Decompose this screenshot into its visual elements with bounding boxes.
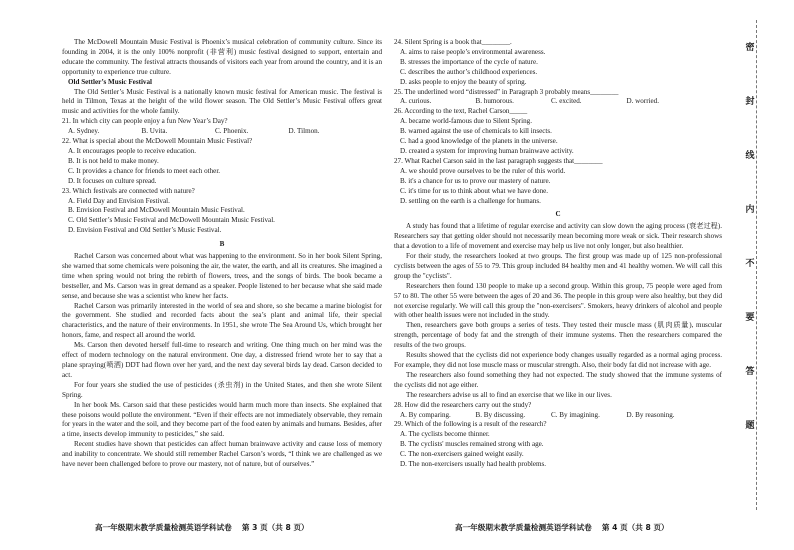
binding-char: 不 — [745, 259, 755, 269]
passage-b-paragraph-6: Recent studies have shown that pesticides can affect human brainwave activity and cause loss of memory and inability to concentrate. We should still remember Rachel Carson’s words, “I think we are challenged as we have never been challenged before to prove our mastery, not of nature, but of ourselves.” — [62, 440, 382, 469]
binding-char: 答 — [745, 367, 755, 377]
option: A. Sydney. — [68, 127, 100, 136]
option: A. aims to raise people’s environmental awareness. — [400, 47, 546, 56]
right-column — [394, 38, 722, 470]
option: B. Uvita. — [141, 127, 168, 136]
question-29: 29. Which of the following is a result of the research? — [394, 420, 547, 429]
binding-char: 封 — [745, 97, 755, 107]
festival-intro-paragraph: The McDowell Mountain Music Festival is Phoenix’s musical celebration of community culture. Since its founding in 2004, it is the only 100% nonprofit (非营利) music festival designed to support, entertain and educate the community. The festival attracts thousands of visitors each year from around the country, and it is an opportunity to experience true culture. — [62, 38, 382, 76]
question-25-options — [394, 97, 722, 107]
question-24: 24. Silent Spring is a book that________. — [394, 38, 512, 46]
option: C. excited. — [551, 97, 582, 106]
option: C. By imagining. — [551, 410, 600, 419]
option: D. By reasoning. — [626, 410, 675, 419]
passage-c-paragraph-6: The researchers also found something they had not expected. The study showed that the immune systems of the cyclists did not age either. — [394, 370, 722, 389]
option: A. we should prove ourselves to be the ruler of this world. — [400, 166, 566, 175]
option: A. The cyclists become thinner. — [400, 430, 490, 439]
passage-c-paragraph-3: Researchers then found 130 people to make up a second group. Within this group, 75 people were aged from 57 to 80. The other 55 were between the ages of 20 and 36. The people in this group were also healthy, but they did not exercise regularly. We will call this group the "non-exercisers". Smokers, heavy drinkers of alcohol and people with other health issues were not included in the study. — [394, 281, 722, 320]
passage-c-paragraph-4: Then, researchers gave both groups a series of tests. They tested their muscle mass (肌肉质量), muscular strength, percentage of body fat and the strength of their immune systems. Then the researchers compared the results of the two groups. — [394, 321, 722, 350]
option: D. asks people to enjoy the beauty of spring. — [400, 77, 527, 86]
binding-char: 内 — [745, 205, 755, 215]
page-footer-right: 高一年级期末教学质量检测英语学科试卷 第 4 页（共 8 页） — [455, 523, 669, 532]
option: B. By discussing. — [475, 410, 526, 419]
question-28: 28. How did the researchers carry out the study? — [394, 400, 532, 409]
option: D. It focuses on culture spread. — [68, 176, 157, 185]
binding-char: 题 — [745, 421, 755, 431]
question-26: 26. According to the text, Rachel Carson_____ — [394, 107, 528, 116]
passage-b-paragraph-5: In her book Ms. Carson said that these pesticides would harm much more than insects. She explained that these poisons would pollute the environment. “Even if their effects are not immediately observable, they remain for years in the water and the soil, and they become part of the food eaten by animals and humans. Besides, after a time, insects develop immunity to pesticides,” she said. — [62, 400, 382, 439]
left-column — [62, 38, 382, 470]
question-25: 25. The underlined word “distressed” in Paragraph 3 probably means________ — [394, 87, 619, 96]
option: B. stresses the importance of the cycle of nature. — [400, 57, 538, 66]
question-28-options — [394, 411, 722, 421]
passage-b-paragraph-2: Rachel Carson was primarily interested in the world of sea and shore, so she became a marine biologist for the government. She studied and recorded facts about the sea’s plant and animal life, their special characteristics, and the nature of their environments. In 1951, she wrote The Sea Around Us, which brought her honors, fame, and respect all around the world. — [62, 301, 382, 340]
option: D. worried. — [626, 97, 660, 106]
option: D. Envision Festival and Old Settler’s Music Festival. — [68, 226, 222, 235]
option: D. created a system for improving human brainwave activity. — [400, 146, 574, 155]
question-22: 22. What is special about the McDowell Mountain Music Festival? — [62, 137, 253, 146]
question-21: 21. In which city can people enjoy a fun New Year’s Day? — [62, 117, 228, 126]
option: B. humorous. — [475, 97, 514, 106]
passage-c-paragraph-7: The researchers advise us all to find an exercise that we like in our lives. — [406, 390, 612, 399]
option: B. It is not held to make money. — [68, 156, 159, 165]
option: C. Old Settler’s Music Festival and McDowell Mountain Music Festival. — [68, 216, 275, 225]
passage-b-paragraph-4: For four years she studied the use of pesticides (杀虫剂) in the United States, and then she wrote Silent Spring. — [62, 380, 382, 399]
old-settler-paragraph: The Old Settler’s Music Festival is a nationally known music festival for American music. The festival is held in Tilmon, Texas at the height of the wild flower season. The Old Settler’s Music Festival offers great music and activities for the whole family. — [62, 87, 382, 116]
section-b-heading: B — [219, 240, 225, 249]
passage-c-paragraph-5: Results showed that the cyclists did not experience body changes usually regarded as a normal aging process. For example, they did not lose muscle mass or muscular strength. Also, their body fat did not increase with age. — [394, 351, 722, 369]
option: D. Tilmon. — [288, 127, 320, 136]
passage-c-paragraph-2: For their study, the researchers looked at two groups. The first group was made up of 125 non-professional cyclists between the ages of 55 to 79. This group included 84 healthy men and 41 healthy women. We will call this group the "cyclists". — [394, 252, 722, 280]
option: B. The cyclists' muscles remained strong with age. — [400, 440, 544, 449]
binding-notice — [742, 40, 758, 480]
section-c-heading: C — [555, 210, 561, 219]
passage-b-paragraph-1: Rachel Carson was concerned about what was happening to the environment. So in her book Silent Spring, she warned that some chemicals were poisoning the air, the water, the earth, and all its creatures. She imagined a time when spring would not bring the rebirth of flowers, trees, and the songs of birds. The book became a bestseller, and Ms. Carson was in great demand as a speaker. People listened to her because what she said made sense, and because she was a scientist who knew her facts. — [62, 252, 382, 300]
binding-char: 密 — [745, 43, 755, 53]
passage-c-paragraph-1: A study has found that a lifetime of regular exercise and activity can slow down the aging process (衰老过程). Researchers say that getting older should not necessarily mean becoming more weak or sick. Their research shows that a devotion to a life of movement and exercise may help us live not only longer, but also healthier. — [394, 222, 722, 251]
option: C. It provides a chance for friends to meet each other. — [68, 166, 221, 175]
question-21-options — [62, 127, 382, 137]
option: C. describes the author’s childhood experiences. — [400, 67, 538, 76]
old-settler-heading: Old Settler’s Music Festival — [68, 77, 152, 86]
option: A. Field Day and Envision Festival. — [68, 196, 170, 205]
option: A. By comparing. — [400, 410, 451, 419]
option: A. became world-famous due to Silent Spring. — [400, 117, 532, 126]
option: C. The non-exercisers gained weight easily. — [400, 450, 524, 459]
option: D. The non-exercisers usually had health problems. — [400, 460, 547, 469]
option: A. curious. — [400, 97, 432, 106]
option: C. Phoenix. — [215, 127, 249, 136]
option: C. it's time for us to think about what we have done. — [400, 186, 549, 195]
question-23: 23. Which festivals are connected with nature? — [62, 186, 195, 195]
option: C. had a good knowledge of the planets in the universe. — [400, 137, 558, 146]
option: B. it's a chance for us to prove our mastery of nature. — [400, 176, 551, 185]
option: B. Envision Festival and McDowell Mountain Music Festival. — [68, 206, 245, 215]
binding-char: 要 — [745, 313, 755, 323]
passage-b-paragraph-3: Ms. Carson then devoted herself full-time to research and writing. One thing much on her mind was the effect of modern technology on the natural environment. One day, a distressed friend wrote her to say that a plane spraying(喷洒) DDT had flown over her yard, and the next day several birds lay dead. Carson decided to act. — [62, 341, 382, 379]
page-footer-left: 高一年级期末教学质量检测英语学科试卷 第 3 页（共 8 页） — [95, 523, 309, 532]
option: B. warned against the use of chemicals to kill insects. — [400, 127, 552, 136]
question-27: 27. What Rachel Carson said in the last paragraph suggests that________ — [394, 156, 603, 165]
option: D. settling on the earth is a challenge for humans. — [400, 196, 541, 205]
option: A. It encourages people to receive education. — [68, 146, 197, 155]
binding-char: 线 — [745, 151, 755, 161]
